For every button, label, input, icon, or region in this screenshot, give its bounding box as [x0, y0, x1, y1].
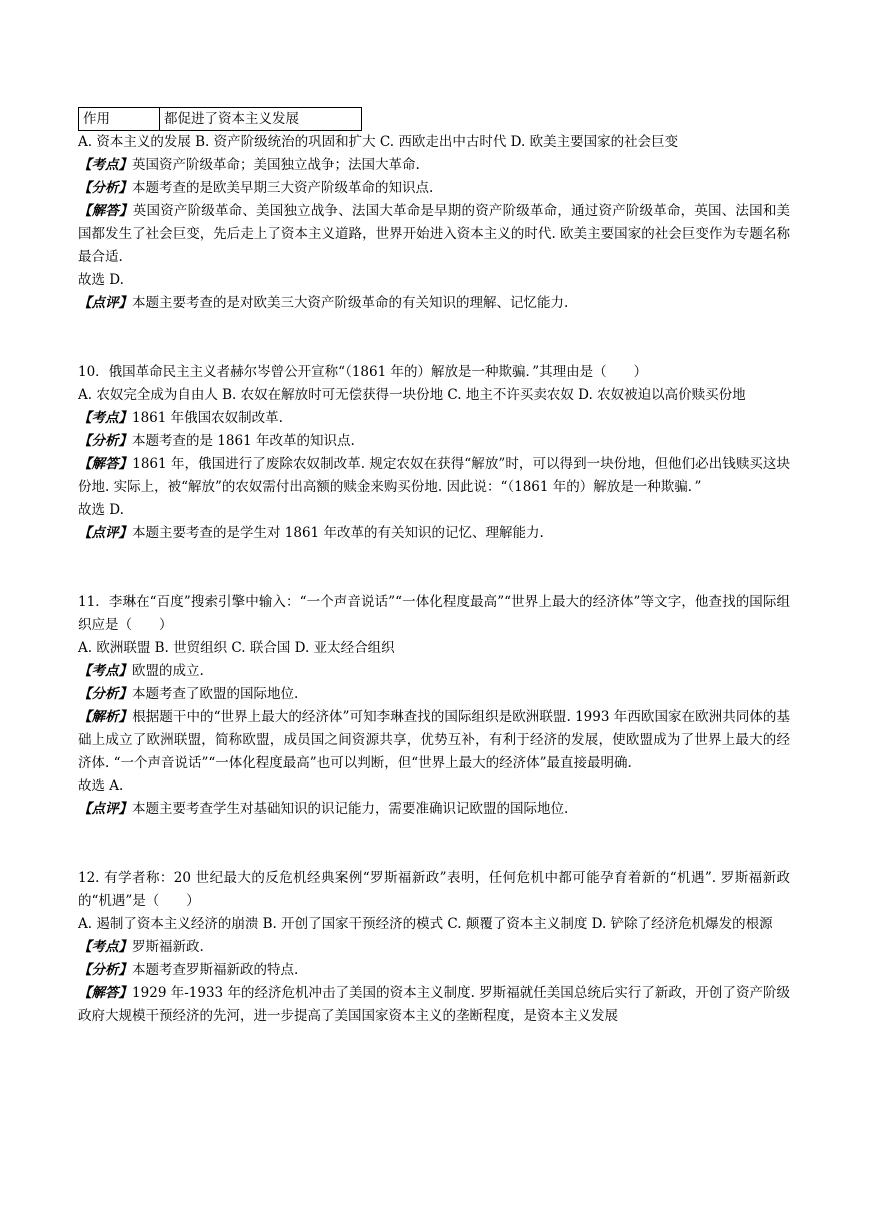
kaodian-text: 欧盟的成立.	[132, 663, 204, 679]
kaodian-line	[78, 407, 790, 430]
spacer	[78, 315, 790, 361]
fenxi-line	[78, 430, 790, 453]
dianping-line	[78, 798, 790, 821]
kaodian-line	[78, 154, 790, 177]
dianping-line	[78, 522, 790, 545]
kaodian-tag: 【考点】	[78, 939, 132, 955]
fenxi-line	[78, 959, 790, 982]
jieda-tag: 【解答】	[78, 985, 133, 1001]
answer-line: 故选 D.	[78, 502, 124, 518]
fenxi-text: 本题考查罗斯福新政的特点.	[132, 962, 299, 978]
question-10	[78, 361, 790, 545]
options: A. 欧洲联盟 B. 世贸组织 C. 联合国 D. 亚太经合组织	[78, 640, 395, 656]
question-text: 11．李琳在“百度”搜索引擎中输入：“一个声音说话”“一体化程度最高”“世界上最大的经济体”等文字，他查找的国际组织应是（ ）	[78, 594, 790, 633]
fenxi-line	[78, 683, 790, 706]
jieda-text: 1929 年-1933 年的经济危机冲击了美国的资本主义制度. 罗斯福就任美国总统后实行了新政，开创了资产阶级政府大规模干预经济的先河，进一步提高了美国国家资本主义的垄断程度，是资本主义发展	[78, 985, 790, 1024]
dianping-tag: 【点评】	[78, 525, 132, 541]
jieda-tag: 【解答】	[78, 456, 133, 472]
jieda-line	[78, 982, 790, 1028]
spacer	[78, 545, 790, 591]
jieda-tag: 【解析】	[78, 709, 133, 725]
dianping-tag: 【点评】	[78, 295, 132, 311]
options: A. 资本主义的发展 B. 资产阶级统治的巩固和扩大 C. 西欧走出中古时代 D. 欧美主要国家的社会巨变	[78, 134, 679, 150]
summary-table	[78, 107, 362, 131]
question-9	[78, 131, 790, 315]
jieda-text: 1861 年，俄国进行了废除农奴制改革. 规定农奴在获得“解放”时，可以得到一块份地，但他们必出钱赎买这块份地. 实际上，被“解放”的农奴需付出高额的赎金来购买份地. 因此说：“（1861 年的）解放是一种欺骗．”	[78, 456, 790, 495]
fenxi-tag: 【分析】	[78, 180, 132, 196]
answer-line: 故选 D.	[78, 272, 124, 288]
fenxi-text: 本题考查的是欧美早期三大资产阶级革命的知识点.	[132, 180, 434, 196]
document-page	[78, 107, 790, 1028]
fenxi-line	[78, 177, 790, 200]
fenxi-tag: 【分析】	[78, 433, 132, 449]
options: A. 农奴完全成为自由人 B. 农奴在解放时可无偿获得一块份地 C. 地主不许买卖农奴 D. 农奴被迫以高价赎买份地	[78, 387, 746, 403]
jieda-line	[78, 706, 790, 775]
dianping-line	[78, 292, 790, 315]
jieda-line	[78, 453, 790, 499]
fenxi-tag: 【分析】	[78, 962, 132, 978]
fenxi-text: 本题考查了欧盟的国际地位.	[132, 686, 299, 702]
jieda-text: 英国资产阶级革命、美国独立战争、法国大革命是早期的资产阶级革命，通过资产阶级革命，英国、法国和美国都发生了社会巨变，先后走上了资本主义道路，世界开始进入资本主义的时代. 欧美主要国家的社会巨变作为专题名称最合适.	[78, 203, 791, 265]
kaodian-line	[78, 936, 790, 959]
jieda-line	[78, 200, 790, 269]
fenxi-tag: 【分析】	[78, 686, 132, 702]
kaodian-line	[78, 660, 790, 683]
question-text: 10．俄国革命民主主义者赫尔岑曾公开宣称“（1861 年的）解放是一种欺骗．”其理由是（ ）	[78, 364, 648, 380]
jieda-tag: 【解答】	[78, 203, 133, 219]
question-text: 12. 有学者称：20 世纪最大的反危机经典案例“罗斯福新政”表明，任何危机中都可能孕育着新的“机遇”. 罗斯福新政的“机遇”是（ ）	[78, 870, 790, 909]
spacer	[78, 821, 790, 867]
dianping-tag: 【点评】	[78, 801, 132, 817]
options: A. 遏制了资本主义经济的崩溃 B. 开创了国家干预经济的模式 C. 颠覆了资本主义制度 D. 铲除了经济危机爆发的根源	[78, 916, 773, 932]
kaodian-text: 罗斯福新政.	[132, 939, 204, 955]
dianping-text: 本题主要考查的是学生对 1861 年改革的有关知识的记忆、理解能力.	[132, 525, 544, 541]
fenxi-text: 本题考查的是 1861 年改革的知识点.	[132, 433, 355, 449]
dianping-text: 本题主要考查的是对欧美三大资产阶级革命的有关知识的理解、记忆能力.	[132, 295, 569, 311]
jieda-text: 根据题干中的“世界上最大的经济体”可知李琳查找的国际组织是欧洲联盟. 1993 年西欧国家在欧洲共同体的基础上成立了欧洲联盟，简称欧盟，成员国之间资源共享，优势互补，有利于经济的发展，使欧盟成为了世界上最大的经济体. “一个声音说话”“一体化程度最高”也可以判断，但“世界上最大的经济体”最直接最明确.	[78, 709, 790, 771]
dianping-text: 本题主要考查学生对基础知识的识记能力，需要准确识记欧盟的国际地位.	[132, 801, 569, 817]
table-cell: 作用	[79, 108, 160, 131]
answer-line: 故选 A.	[78, 778, 124, 794]
kaodian-text: 1861 年俄国农奴制改革.	[132, 410, 283, 426]
question-12	[78, 867, 790, 1028]
question-11	[78, 591, 790, 821]
kaodian-tag: 【考点】	[78, 410, 132, 426]
kaodian-text: 英国资产阶级革命；美国独立战争；法国大革命.	[132, 157, 420, 173]
kaodian-tag: 【考点】	[78, 663, 132, 679]
kaodian-tag: 【考点】	[78, 157, 132, 173]
table-cell: 都促进了资本主义发展	[160, 108, 362, 131]
table-row	[79, 108, 362, 131]
